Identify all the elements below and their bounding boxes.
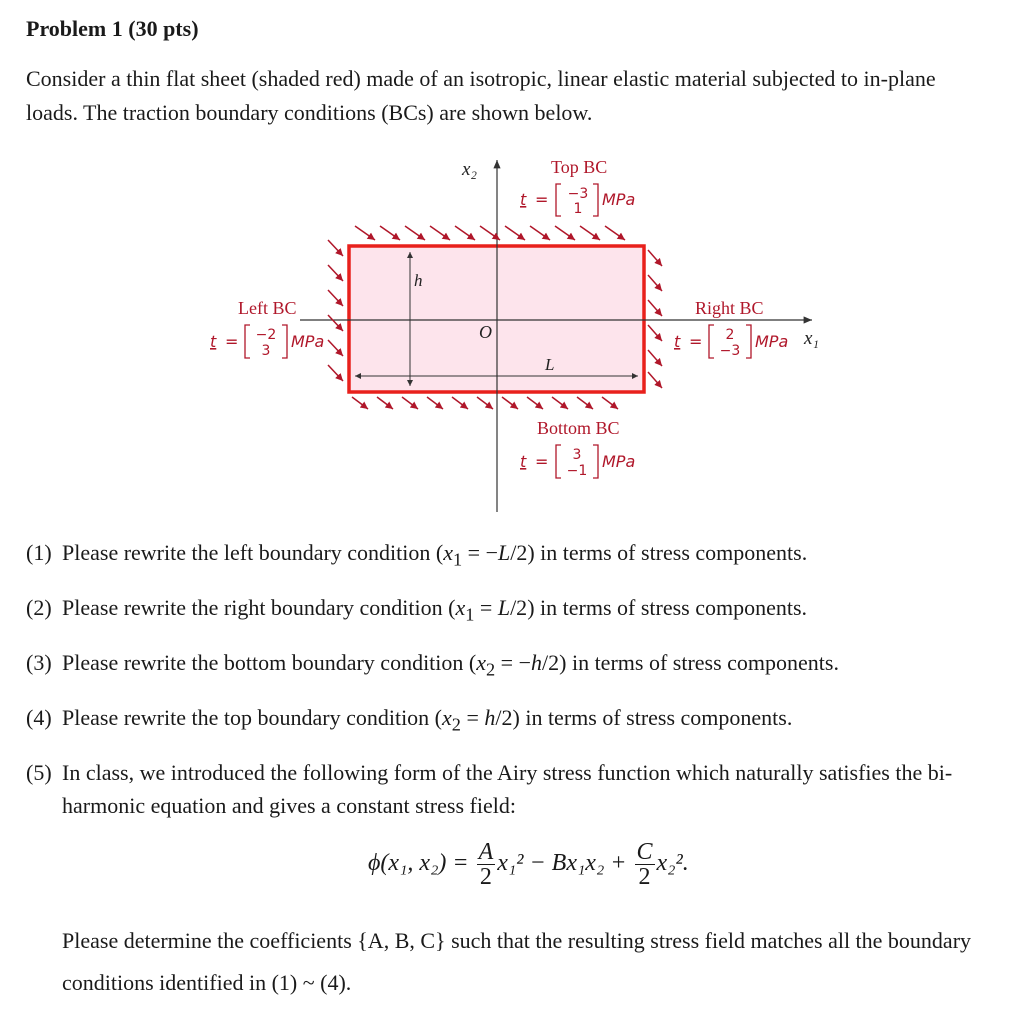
question-3-rel: = − (495, 650, 531, 675)
bottom-bc-label: Bottom BC (537, 418, 620, 438)
bottom-bc-t1: 3 (572, 447, 582, 463)
question-4-sub: 2 (451, 714, 461, 735)
left-bc-unit: MPa (291, 332, 325, 351)
top-bc-t2: 1 (573, 201, 583, 217)
question-1-pre: Please rewrite the left boundary condition ( (62, 540, 444, 565)
question-3-rhs: h (531, 650, 542, 675)
question-3-post: ) in terms of stress components. (559, 650, 839, 675)
question-2-pre: Please rewrite the right boundary condition ( (62, 595, 456, 620)
question-4-rhs: h (484, 705, 496, 730)
right-bc-traction (674, 325, 788, 359)
question-3 (26, 650, 839, 680)
question-3-number: (3) (26, 650, 52, 675)
question-3-var: x (476, 650, 486, 675)
equation-term2: x₂². (656, 850, 689, 877)
question-5-number: (5) (26, 760, 52, 785)
bottom-bc-t2: −1 (566, 463, 588, 479)
top-bc-t1: −3 (567, 186, 589, 202)
right-bc-t1: 2 (725, 327, 735, 343)
question-2-number: (2) (26, 595, 52, 620)
left-bc-t1: −2 (255, 327, 277, 343)
equation-lhs: ϕ(x₁, x₂) = (368, 850, 469, 877)
question-1-rhs: L (497, 540, 511, 565)
problem-title: Problem 1 (30 pts) (26, 16, 199, 41)
bottom-traction-hatch (352, 397, 618, 409)
bottom-bc-t: t (520, 452, 527, 471)
question-2-sub: 1 (465, 604, 475, 625)
question-2-rhs: L (497, 595, 511, 620)
question-1-sub: 1 (452, 549, 463, 570)
top-bc-label: Top BC (551, 157, 608, 177)
question-2-rhs-tail: /2 (510, 595, 528, 620)
problem-intro: Consider a thin flat sheet (shaded red) made of an isotropic, linear elastic material subjected to in-plane loads. The traction boundary conditions (BCs) are shown below. (26, 66, 936, 125)
x2-axis-label: x₂ (462, 159, 478, 180)
question-4-pre: Please rewrite the top boundary condition ( (62, 705, 443, 730)
origin-label: O (479, 322, 492, 342)
equation-term1: x₁² − Bx₁x₂ + (497, 850, 627, 877)
right-bc-eq: = (689, 332, 703, 351)
question-1-number: (1) (26, 540, 52, 565)
question-1-rhs-tail: /2 (510, 540, 528, 565)
left-bc-t2: 3 (261, 343, 271, 359)
left-bc-label: Left BC (238, 298, 297, 318)
right-bc-label: Right BC (695, 298, 764, 318)
question-2 (26, 595, 807, 625)
top-traction-hatch (355, 226, 625, 240)
height-label: h (414, 271, 423, 290)
top-bc-t: t (520, 190, 527, 209)
bottom-bc-traction (520, 445, 635, 479)
fraction-a-den: 2 (479, 864, 492, 890)
question-3-pre: Please rewrite the bottom boundary condition ( (62, 650, 477, 675)
question-4-post: ) in terms of stress components. (512, 705, 793, 730)
right-traction-hatch (648, 250, 662, 388)
question-4-rel: = (460, 705, 485, 730)
fraction-c-num: C (636, 839, 653, 865)
question-1-var: x (443, 540, 453, 565)
left-bc-traction (210, 325, 324, 359)
question-2-rel: = (474, 595, 498, 620)
question-4-var: x (442, 705, 452, 730)
right-bc-unit: MPa (755, 332, 789, 351)
bottom-bc-eq: = (535, 452, 549, 471)
fraction-a (477, 840, 496, 889)
question-2-var: x (455, 595, 466, 620)
top-bc-eq: = (535, 190, 549, 209)
left-bc-t: t (210, 332, 217, 351)
length-label: L (545, 355, 555, 374)
x1-axis-label: x₁ (804, 328, 820, 349)
left-bc-eq: = (225, 332, 239, 351)
question-5-text: In class, we introduced the following form of the Airy stress function which naturally satisfies the bi-harmonic equation and gives a constant stress field: (62, 760, 953, 818)
question-3-rhs-tail: /2 (542, 650, 560, 675)
fraction-c (635, 840, 655, 889)
question-4 (26, 705, 792, 735)
question-1-rel: = − (462, 540, 498, 565)
question-1-post: ) in terms of stress components. (527, 540, 808, 565)
fraction-c-den: 2 (638, 864, 651, 890)
top-bc-traction (520, 184, 635, 217)
bottom-bc-unit: MPa (602, 452, 636, 471)
right-bc-t2: −3 (719, 343, 741, 359)
top-bc-unit: MPa (602, 190, 636, 209)
conclusion-text: Please determine the coefficients {A, B, C} such that the resulting stress field matches all the boundary conditions identified in (1) ~ (4). (62, 928, 972, 995)
question-2-post: ) in terms of stress components. (527, 595, 808, 620)
question-3-sub: 2 (486, 659, 496, 680)
fraction-a-num: A (478, 839, 494, 865)
question-4-number: (4) (26, 705, 52, 730)
question-5 (26, 756, 986, 818)
right-bc-t: t (674, 332, 681, 351)
question-1 (26, 540, 807, 570)
question-4-rhs-tail: /2 (495, 705, 513, 730)
airy-stress-equation (368, 840, 689, 889)
left-traction-hatch (328, 240, 343, 381)
